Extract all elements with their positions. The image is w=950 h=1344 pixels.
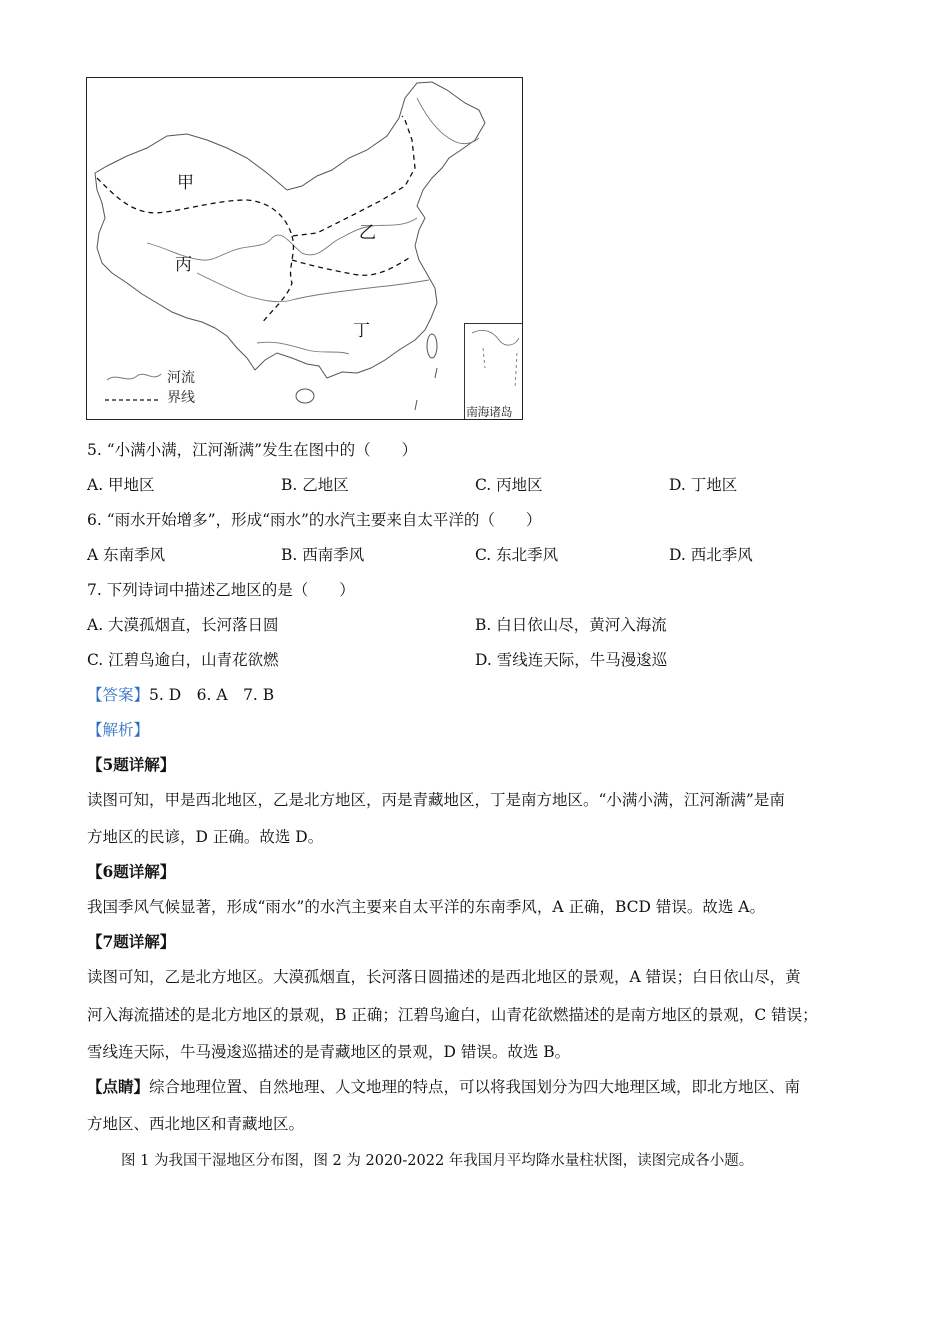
q7-option-c: C. 江碧鸟逾白，山青花欲燃 bbox=[87, 651, 279, 669]
detail5-line1: 读图可知，甲是西北地区，乙是北方地区，丙是青藏地区，丁是南方地区。“小满小满，江河渐满”是南 bbox=[87, 791, 785, 809]
legend-border-label: 界线 bbox=[167, 390, 195, 406]
q6-option-c: C. 东北季风 bbox=[475, 546, 559, 564]
region-label-jia: 甲 bbox=[177, 173, 194, 193]
inset-label: 南海诸岛 bbox=[466, 405, 513, 419]
q7-option-b: B. 白日依山尽，黄河入海流 bbox=[475, 616, 667, 634]
tip-line1 bbox=[87, 1076, 800, 1098]
q5-option-d: D. 丁地区 bbox=[669, 476, 738, 494]
q5-option-b: B. 乙地区 bbox=[281, 476, 349, 494]
detail5-line2: 方地区的民谚，D 正确。故选 D。 bbox=[87, 828, 324, 846]
tip-line2: 方地区、西北地区和青藏地区。 bbox=[87, 1115, 305, 1133]
region-label-bing: 丙 bbox=[175, 255, 192, 275]
legend-river-label: 河流 bbox=[167, 370, 195, 386]
hainan-island bbox=[296, 389, 314, 403]
river-yangtze bbox=[197, 273, 429, 302]
detail7-heading: 【7题详解】 bbox=[87, 932, 176, 951]
map-drawing bbox=[87, 78, 524, 421]
q6-stem: 6. “雨水开始增多”，形成“雨水”的水汽主要来自太平洋的（ ） bbox=[87, 511, 542, 529]
legend-river-symbol bbox=[107, 374, 161, 380]
region-label-ding: 丁 bbox=[353, 321, 370, 341]
q5-stem: 5. “小满小满，江河渐满”发生在图中的（ ） bbox=[87, 441, 418, 459]
taiwan-island bbox=[427, 334, 437, 358]
detail7-line2: 河入海流描述的是北方地区的景观，B 正确；江碧鸟逾白，山青花欲燃描述的是南方地区的景观，C 错误； bbox=[87, 1006, 818, 1024]
answer-label: 【答案】 bbox=[87, 686, 150, 704]
q5-option-a: A. 甲地区 bbox=[87, 476, 155, 494]
answer-line bbox=[87, 684, 274, 706]
answer-text: 5. D 6. A 7. B bbox=[149, 686, 275, 704]
analysis-label: 【解析】 bbox=[87, 721, 150, 739]
q7-option-d: D. 雪线连天际，牛马漫逡巡 bbox=[475, 651, 668, 669]
south-sea-dash-1 bbox=[435, 368, 437, 378]
region-label-yi: 乙 bbox=[359, 223, 376, 243]
detail6-line1: 我国季风气候显著，形成“雨水”的水汽主要来自太平洋的东南季风，A 正确，BCD 错误。故选 A。 bbox=[87, 898, 765, 916]
border-qinghai-tibet bbox=[262, 236, 293, 323]
detail6-heading: 【6题详解】 bbox=[87, 862, 176, 881]
q5-option-c: C. 丙地区 bbox=[475, 476, 543, 494]
detail7-line1: 读图可知，乙是北方地区。大漠孤烟直，长河落日圆描述的是西北地区的景观，A 错误；白日依山尽，黄 bbox=[87, 968, 801, 986]
tip-text-1: 综合地理位置、自然地理、人文地理的特点，可以将我国划分为四大地理区域，即北方地区、南 bbox=[149, 1078, 801, 1096]
border-north-south bbox=[292, 258, 409, 275]
q7-option-a: A. 大漠孤烟直，长河落日圆 bbox=[87, 616, 279, 634]
south-sea-dash-2 bbox=[415, 400, 417, 410]
detail5-heading: 【5题详解】 bbox=[87, 755, 176, 774]
river-yellow bbox=[227, 218, 417, 255]
river-pearl bbox=[257, 342, 349, 354]
q6-option-b: B. 西南季风 bbox=[281, 546, 365, 564]
q6-option-a: A 东南季风 bbox=[87, 546, 166, 564]
q6-option-d: D. 西北季风 bbox=[669, 546, 753, 564]
china-regions-map bbox=[86, 77, 523, 420]
q7-stem: 7. 下列诗词中描述乙地区的是（ ） bbox=[87, 581, 355, 599]
next-question-intro: 图 1 为我国干湿地区分布图，图 2 为 2020-2022 年我国月平均降水量柱状图，读图完成各小题。 bbox=[121, 1153, 754, 1169]
tip-label: 【点睛】 bbox=[87, 1077, 150, 1096]
detail7-line3: 雪线连天际，牛马漫逡巡描述的是青藏地区的景观，D 错误。故选 B。 bbox=[87, 1043, 571, 1061]
